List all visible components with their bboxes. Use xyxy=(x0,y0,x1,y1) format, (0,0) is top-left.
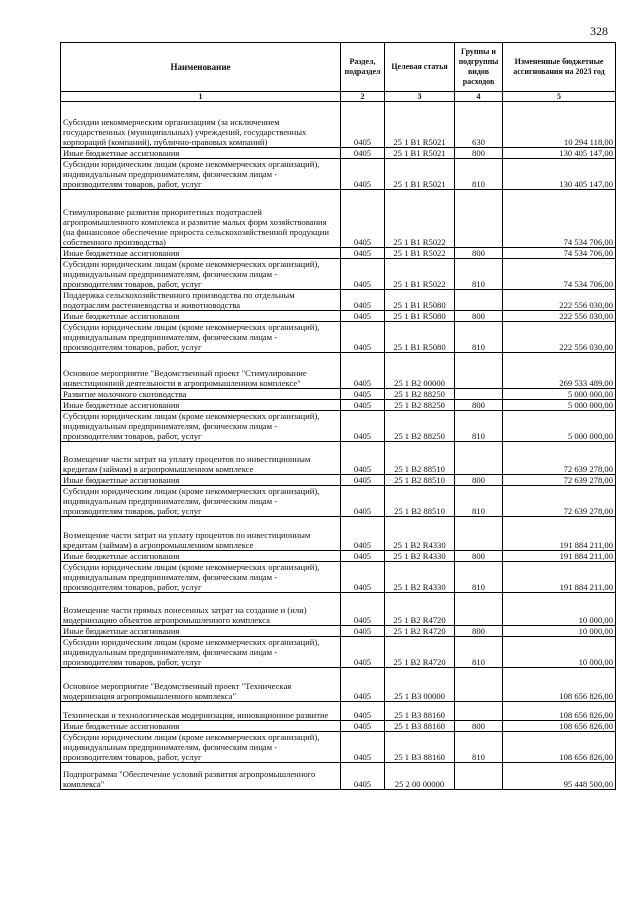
table-row xyxy=(61,551,616,562)
row-section: 0405 xyxy=(341,442,385,475)
row-name: Субсидии юридическим лицам (кроме некоммерческих организаций), индивидуальным предпринимателям, физическим лицам - производителям товаров, работ, услуг xyxy=(61,732,341,763)
row-section: 0405 xyxy=(341,702,385,721)
row-target: 25 1 B2 R4720 xyxy=(385,626,455,637)
row-section: 0405 xyxy=(341,551,385,562)
row-section: 0405 xyxy=(341,353,385,389)
table-row xyxy=(61,442,616,475)
row-section: 0405 xyxy=(341,637,385,668)
table-row xyxy=(61,721,616,732)
row-section: 0405 xyxy=(341,311,385,322)
row-target: 25 1 B3 88160 xyxy=(385,702,455,721)
header-section: Раздел, подраздел xyxy=(341,43,385,92)
table-row xyxy=(61,637,616,668)
header-target: Целевая статья xyxy=(385,43,455,92)
row-section: 0405 xyxy=(341,290,385,311)
row-group xyxy=(455,389,503,400)
row-amount: 10 000,00 xyxy=(503,626,616,637)
row-section: 0405 xyxy=(341,626,385,637)
row-name: Субсидии юридическим лицам (кроме некоммерческих организаций), индивидуальным предпринимателям, физическим лицам - производителям товаров, работ, услуг xyxy=(61,486,341,517)
row-name: Развитие молочного скотоводства xyxy=(61,389,341,400)
row-target: 25 1 B1 R5021 xyxy=(385,102,455,148)
row-target: 25 1 B1 R5022 xyxy=(385,259,455,290)
table-row xyxy=(61,322,616,353)
table-row xyxy=(61,562,616,593)
row-section: 0405 xyxy=(341,322,385,353)
row-group: 810 xyxy=(455,322,503,353)
table-header-row xyxy=(61,43,616,92)
row-target: 25 2 00 00000 xyxy=(385,763,455,790)
row-target: 25 1 B1 R5021 xyxy=(385,159,455,190)
row-target: 25 1 B2 88250 xyxy=(385,400,455,411)
table-row xyxy=(61,248,616,259)
row-target: 25 1 B1 R5080 xyxy=(385,311,455,322)
row-section: 0405 xyxy=(341,148,385,159)
row-name: Иные бюджетные ассигнования xyxy=(61,148,341,159)
row-name: Иные бюджетные ассигнования xyxy=(61,721,341,732)
row-amount: 72 639 278,00 xyxy=(503,442,616,475)
row-name: Основное мероприятие "Ведомственный проект "Техническая модернизация агропромышленного комплекса" xyxy=(61,668,341,702)
table-row xyxy=(61,411,616,442)
table-row xyxy=(61,517,616,551)
row-amount: 222 556 030,00 xyxy=(503,290,616,311)
row-group: 800 xyxy=(455,400,503,411)
row-target: 25 1 B2 R4720 xyxy=(385,593,455,626)
row-amount: 74 534 706,00 xyxy=(503,259,616,290)
row-group: 810 xyxy=(455,259,503,290)
table-row xyxy=(61,668,616,702)
row-group xyxy=(455,353,503,389)
row-section: 0405 xyxy=(341,389,385,400)
row-amount: 72 639 278,00 xyxy=(503,486,616,517)
row-group xyxy=(455,763,503,790)
row-name: Иные бюджетные ассигнования xyxy=(61,400,341,411)
table-row xyxy=(61,148,616,159)
row-name: Возмещение части прямых понесенных затрат на создание и (или) модернизацию объектов агропромышленного комплекса xyxy=(61,593,341,626)
row-target: 25 1 B1 R5022 xyxy=(385,190,455,248)
column-number: 2 xyxy=(341,92,385,102)
column-number: 1 xyxy=(61,92,341,102)
row-group xyxy=(455,290,503,311)
table-body xyxy=(61,102,616,790)
table-row xyxy=(61,626,616,637)
row-amount: 191 884 211,00 xyxy=(503,551,616,562)
row-target: 25 1 B2 R4720 xyxy=(385,637,455,668)
row-amount: 5 000 000,00 xyxy=(503,411,616,442)
row-target: 25 1 B1 R5080 xyxy=(385,290,455,311)
row-name: Субсидии юридическим лицам (кроме некоммерческих организаций), индивидуальным предпринимателям, физическим лицам - производителям товаров, работ, услуг xyxy=(61,562,341,593)
row-name: Иные бюджетные ассигнования xyxy=(61,475,341,486)
row-group: 810 xyxy=(455,411,503,442)
row-section: 0405 xyxy=(341,593,385,626)
row-target: 25 1 B3 88160 xyxy=(385,721,455,732)
row-amount: 10 000,00 xyxy=(503,593,616,626)
row-name: Техническая и технологическая модернизация, инновационное развитие xyxy=(61,702,341,721)
table-row xyxy=(61,290,616,311)
row-group: 800 xyxy=(455,311,503,322)
row-amount: 222 556 030,00 xyxy=(503,322,616,353)
row-group: 800 xyxy=(455,626,503,637)
row-target: 25 1 B1 R5022 xyxy=(385,248,455,259)
row-name: Возмещение части затрат на уплату процентов по инвестиционным кредитам (займам) в агропромышленном комплексе xyxy=(61,442,341,475)
row-name: Основное мероприятие "Ведомственный проект "Стимулирование инвестиционной деятельности в агропромышленном комплексе" xyxy=(61,353,341,389)
row-amount: 74 534 706,00 xyxy=(503,190,616,248)
row-amount: 5 000 000,00 xyxy=(503,400,616,411)
row-group xyxy=(455,517,503,551)
row-amount: 191 884 211,00 xyxy=(503,562,616,593)
table-row xyxy=(61,389,616,400)
row-section: 0405 xyxy=(341,475,385,486)
row-target: 25 1 B2 88250 xyxy=(385,389,455,400)
row-amount: 5 000 000,00 xyxy=(503,389,616,400)
row-group: 810 xyxy=(455,562,503,593)
row-amount: 95 448 500,00 xyxy=(503,763,616,790)
row-name: Поддержка сельскохозяйственного производства по отдельным подотраслям растениеводства и животноводства xyxy=(61,290,341,311)
row-target: 25 1 B2 88250 xyxy=(385,411,455,442)
row-amount: 72 639 278,00 xyxy=(503,475,616,486)
column-number: 4 xyxy=(455,92,503,102)
row-amount: 108 656 826,00 xyxy=(503,668,616,702)
row-amount: 108 656 826,00 xyxy=(503,702,616,721)
row-section: 0405 xyxy=(341,411,385,442)
row-target: 25 1 B3 00000 xyxy=(385,668,455,702)
table-row xyxy=(61,190,616,248)
row-group: 810 xyxy=(455,732,503,763)
row-name: Иные бюджетные ассигнования xyxy=(61,626,341,637)
row-name: Стимулирование развития приоритетных подотраслей агропромышленного комплекса и развитие малых форм хозяйствования (на финансовое обеспечение прироста сельскохозяйственной продукции собственного производства) xyxy=(61,190,341,248)
row-section: 0405 xyxy=(341,763,385,790)
row-group xyxy=(455,593,503,626)
row-target: 25 1 B2 R4330 xyxy=(385,551,455,562)
page-number: 328 xyxy=(590,24,608,38)
row-section: 0405 xyxy=(341,732,385,763)
row-section: 0405 xyxy=(341,400,385,411)
row-group: 810 xyxy=(455,637,503,668)
row-section: 0405 xyxy=(341,259,385,290)
table-row xyxy=(61,259,616,290)
table-row xyxy=(61,159,616,190)
header-groups: Группы и подгруппы видов расходов xyxy=(455,43,503,92)
row-amount: 269 533 489,00 xyxy=(503,353,616,389)
row-amount: 10 000,00 xyxy=(503,637,616,668)
row-target: 25 1 B2 00000 xyxy=(385,353,455,389)
row-section: 0405 xyxy=(341,102,385,148)
row-group xyxy=(455,668,503,702)
column-number: 3 xyxy=(385,92,455,102)
budget-table xyxy=(60,42,616,790)
row-group: 810 xyxy=(455,486,503,517)
row-section: 0405 xyxy=(341,721,385,732)
column-number: 5 xyxy=(503,92,616,102)
table-row xyxy=(61,486,616,517)
row-target: 25 1 B3 88160 xyxy=(385,732,455,763)
row-target: 25 1 B1 R5080 xyxy=(385,322,455,353)
row-amount: 130 405 147,00 xyxy=(503,148,616,159)
row-section: 0405 xyxy=(341,517,385,551)
row-section: 0405 xyxy=(341,190,385,248)
row-amount: 130 405 147,00 xyxy=(503,159,616,190)
row-section: 0405 xyxy=(341,562,385,593)
row-group: 800 xyxy=(455,475,503,486)
column-numbers-row xyxy=(61,92,616,102)
row-name: Субсидии юридическим лицам (кроме некоммерческих организаций), индивидуальным предпринимателям, физическим лицам - производителям товаров, работ, услуг xyxy=(61,159,341,190)
row-section: 0405 xyxy=(341,668,385,702)
row-amount: 222 556 030,00 xyxy=(503,311,616,322)
row-name: Иные бюджетные ассигнования xyxy=(61,248,341,259)
row-target: 25 1 B2 88510 xyxy=(385,475,455,486)
row-name: Подпрограмма "Обеспечение условий развития агропромышленного комплекса" xyxy=(61,763,341,790)
row-group: 800 xyxy=(455,721,503,732)
row-target: 25 1 B2 88510 xyxy=(385,442,455,475)
row-group xyxy=(455,442,503,475)
row-amount: 108 656 826,00 xyxy=(503,732,616,763)
table-row xyxy=(61,732,616,763)
row-section: 0405 xyxy=(341,486,385,517)
row-target: 25 1 B2 R4330 xyxy=(385,517,455,551)
row-group: 800 xyxy=(455,551,503,562)
row-section: 0405 xyxy=(341,248,385,259)
row-amount: 10 294 118,00 xyxy=(503,102,616,148)
header-name: Наименование xyxy=(61,43,341,92)
header-amount: Измененные бюджетные ассигнования на 2023 год xyxy=(503,43,616,92)
table-row xyxy=(61,311,616,322)
row-name: Субсидии юридическим лицам (кроме некоммерческих организаций), индивидуальным предпринимателям, физическим лицам - производителям товаров, работ, услуг xyxy=(61,322,341,353)
row-name: Иные бюджетные ассигнования xyxy=(61,551,341,562)
row-name: Субсидии некоммерческим организациям (за исключением государственных (муниципальных) учреждений, государственных корпораций (компаний), публично-правовых компаний) xyxy=(61,102,341,148)
row-group xyxy=(455,702,503,721)
table-row xyxy=(61,702,616,721)
row-target: 25 1 B2 R4330 xyxy=(385,562,455,593)
table-row xyxy=(61,102,616,148)
table-row xyxy=(61,475,616,486)
row-group: 800 xyxy=(455,148,503,159)
row-amount: 108 656 826,00 xyxy=(503,721,616,732)
row-name: Возмещение части затрат на уплату процентов по инвестиционным кредитам (займам) в агропромышленном комплексе xyxy=(61,517,341,551)
table-row xyxy=(61,400,616,411)
row-target: 25 1 B1 R5021 xyxy=(385,148,455,159)
row-group: 810 xyxy=(455,159,503,190)
row-name: Субсидии юридическим лицам (кроме некоммерческих организаций), индивидуальным предпринимателям, физическим лицам - производителям товаров, работ, услуг xyxy=(61,259,341,290)
row-name: Иные бюджетные ассигнования xyxy=(61,311,341,322)
row-name: Субсидии юридическим лицам (кроме некоммерческих организаций), индивидуальным предпринимателям, физическим лицам - производителям товаров, работ, услуг xyxy=(61,411,341,442)
row-target: 25 1 B2 88510 xyxy=(385,486,455,517)
table-row xyxy=(61,593,616,626)
row-group: 630 xyxy=(455,102,503,148)
row-amount: 191 884 211,00 xyxy=(503,517,616,551)
row-section: 0405 xyxy=(341,159,385,190)
row-amount: 74 534 706,00 xyxy=(503,248,616,259)
row-name: Субсидии юридическим лицам (кроме некоммерческих организаций), индивидуальным предпринимателям, физическим лицам - производителям товаров, работ, услуг xyxy=(61,637,341,668)
table-row xyxy=(61,353,616,389)
table-row xyxy=(61,763,616,790)
row-group: 800 xyxy=(455,248,503,259)
row-group xyxy=(455,190,503,248)
